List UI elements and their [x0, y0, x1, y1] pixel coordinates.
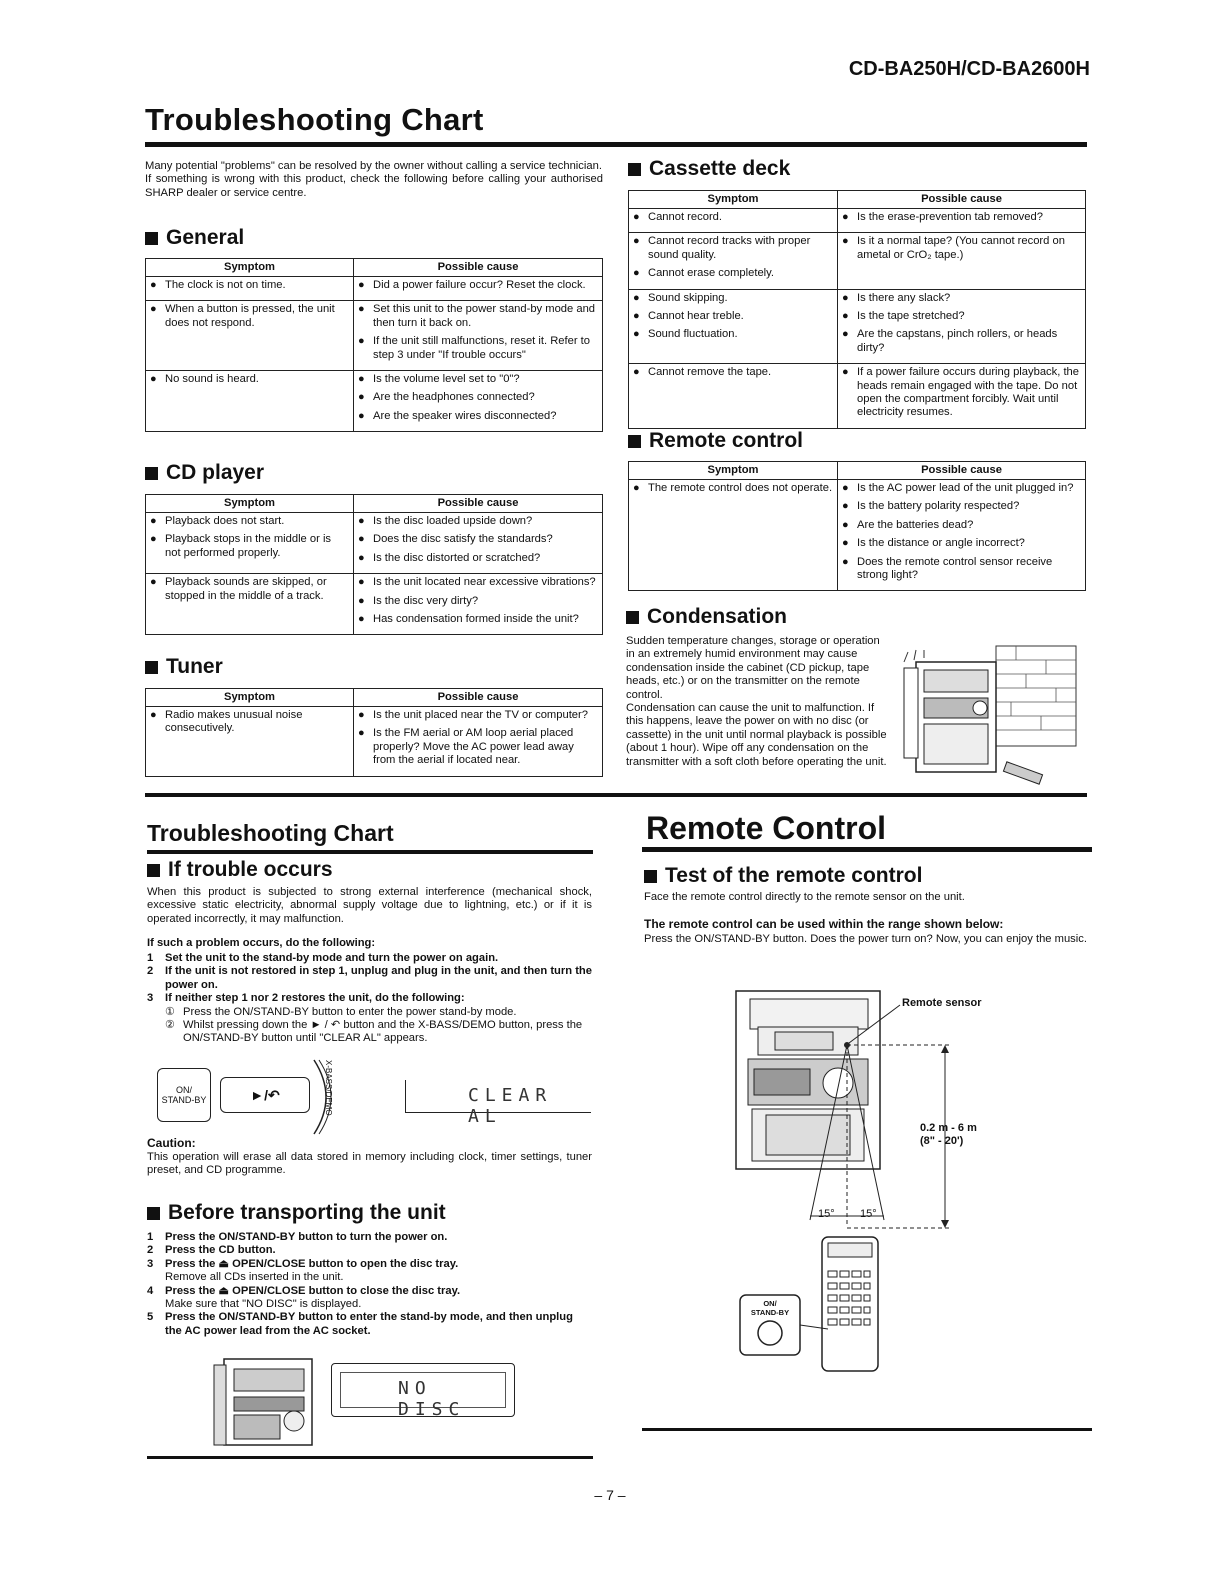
model-number: CD-BA250H/CD-BA2600H [848, 58, 1090, 80]
cause-cell [838, 209, 1086, 233]
transport-note: Make sure that "NO DISC" is displayed. [165, 1298, 362, 1311]
bullet-icon: ● [842, 518, 849, 531]
bullet-icon: ● [358, 373, 365, 386]
bullet-icon: ● [842, 310, 849, 323]
symptom-cell [629, 289, 838, 364]
distance-label-imperial: (8" - 20') [920, 1135, 964, 1147]
troubleshooting-table [145, 688, 603, 777]
intro-line-2: If something is wrong with this product, check the following before calling your authorised SHARP dealer or service centre. [145, 173, 603, 199]
bullet-icon: ● [150, 576, 157, 589]
distance-label: 0.2 m - 6 m [920, 1122, 977, 1134]
bullet-icon: ● [358, 303, 365, 316]
item-text: Playback does not start. [165, 515, 285, 527]
item-text: Is the tape stretched? [857, 310, 965, 323]
cause-cell [354, 707, 603, 777]
item-text: Is the battery polarity respected? [857, 500, 1020, 513]
remote-sensor-label: Remote sensor [902, 997, 982, 1009]
table-row [146, 513, 603, 574]
symptom-cell [629, 364, 838, 429]
list-item [358, 613, 598, 626]
list-item [842, 500, 1081, 513]
square-bullet-icon [145, 661, 158, 674]
transport-note: Remove all CDs inserted in the unit. [165, 1271, 344, 1284]
list-item [842, 310, 1081, 323]
table-row [629, 480, 1086, 591]
item-text: Is the AC power lead of the unit plugged in? [857, 482, 1074, 494]
list-item [150, 709, 349, 736]
intro-line-1: Many potential "problems" can be resolved by the owner without calling a service technician. [145, 160, 602, 172]
item-text: Cannot record tracks with proper sound quality. [648, 235, 811, 261]
item-text: Is the disc distorted or scratched? [373, 551, 541, 564]
trouble-step: 2 If the unit is not restored in step 1, unplug and plug in the unit, and then turn the power on. [147, 965, 592, 991]
list-item [842, 235, 1081, 262]
item-text: Sound fluctuation. [648, 328, 738, 341]
bullet-icon: ● [150, 533, 157, 546]
item-text: Are the headphones connected? [373, 391, 535, 404]
tuner-table [145, 688, 603, 777]
bullet-icon: ● [633, 235, 640, 248]
troubleshooting-table [628, 190, 1086, 429]
bullet-icon: ● [150, 373, 157, 386]
symptom-cell [629, 480, 838, 591]
bullet-icon: ● [842, 366, 849, 379]
symptom-cell [146, 371, 354, 432]
title-rule [145, 142, 1087, 147]
caution-title: Caution: [147, 1136, 196, 1150]
item-text: Is it a normal tape? (You cannot record on ametal or CrO₂ tape.) [857, 235, 1065, 261]
transport-heading: Before transporting the unit [147, 1201, 446, 1225]
table-row [146, 371, 603, 432]
list-item [633, 482, 833, 495]
symptom-cell [146, 277, 354, 301]
trouble-step: 1 Set the unit to the stand-by mode and turn the power on again. [147, 952, 499, 964]
list-item [633, 310, 833, 323]
list-item [842, 519, 1081, 532]
square-bullet-icon [628, 163, 641, 176]
item-text: Does the remote control sensor receive strong light? [857, 555, 1053, 582]
caution-text: This operation will erase all data stored in memory including clock, timer settings, tuner preset, and CD programme. [147, 1151, 592, 1177]
x-bass-label: X-BASS/DEMO [324, 1060, 333, 1116]
angle-right-label: 15° [860, 1208, 877, 1220]
list-item [150, 373, 349, 386]
symptom-column-header: Symptom [629, 191, 838, 209]
item-text: When a button is pressed, the unit does not respond. [165, 303, 335, 329]
troubleshooting-table [628, 461, 1086, 591]
list-item [842, 537, 1081, 550]
table-row [629, 289, 1086, 364]
condensation-illustration [896, 640, 1081, 790]
item-text: Playback stops in the middle or is not performed properly. [165, 533, 332, 559]
lower-right-bottom-rule [642, 1428, 1092, 1431]
square-bullet-icon [147, 1207, 160, 1220]
cause-cell [354, 277, 603, 301]
list-item [358, 552, 598, 565]
item-text: Does the disc satisfy the standards? [373, 533, 553, 546]
transport-step: 5 Press the ON/STAND-BY button to enter the stand-by mode, and then unplug the AC power lead from the AC socket. [147, 1311, 573, 1337]
bullet-icon: ● [633, 482, 640, 494]
transport-step: 2 Press the CD button. [147, 1244, 276, 1257]
table-row [146, 574, 603, 635]
troubleshooting-table [145, 494, 603, 635]
trouble-substep: ② Whilst pressing down the ► / ↶ button and the X-BASS/DEMO button, press the ON/STAND-BY button until "CLEAR AL" appears. [165, 1019, 583, 1045]
cause-column-header: Possible cause [354, 495, 603, 513]
trouble-text: When this product is subjected to strong external interference (mechanical shock, excessive static electricity, abnormal supply voltage due to lightning, etc.) or if it is operated incorrectly, it may malfunction. [147, 886, 592, 925]
remote-table [628, 461, 1086, 591]
list-item [842, 211, 1081, 224]
cause-cell [354, 513, 603, 574]
item-text: If the unit still malfunctions, reset it. Refer to step 3 under "If trouble occurs" [373, 335, 591, 361]
troubleshooting-table [145, 258, 603, 432]
cause-column-header: Possible cause [354, 259, 603, 277]
bullet-icon: ● [358, 613, 365, 626]
bullet-icon: ● [358, 515, 365, 527]
item-text: Sound skipping. [648, 291, 728, 304]
list-item [633, 366, 833, 379]
clear-al-text: CLEAR AL [468, 1085, 553, 1127]
list-item [358, 709, 598, 722]
item-text: Is the unit placed near the TV or computer? [373, 709, 588, 721]
table-row [629, 209, 1086, 233]
general-heading: General [145, 226, 244, 250]
list-item [842, 366, 1081, 420]
symptom-cell [146, 574, 354, 635]
no-disc-display [331, 1363, 515, 1420]
tuner-heading: Tuner [145, 655, 223, 679]
cd-player-table [145, 494, 603, 635]
general-table [145, 258, 603, 432]
remote-heading: Remote control [628, 429, 803, 453]
symptom-column-header: Symptom [629, 462, 838, 480]
bullet-icon: ● [358, 279, 365, 291]
list-item [842, 556, 1081, 583]
bullet-icon: ● [842, 482, 849, 494]
square-bullet-icon [644, 870, 657, 883]
cd-player-heading: CD player [145, 461, 264, 485]
range-heading: The remote control can be used within the range shown below: [644, 917, 1004, 931]
cassette-heading: Cassette deck [628, 157, 790, 181]
list-item [150, 576, 349, 603]
transport-steps [147, 1231, 592, 1338]
table-row [146, 301, 603, 371]
cause-cell [354, 574, 603, 635]
list-item [150, 279, 349, 292]
item-text: Is the volume level set to "0"? [373, 373, 520, 386]
symptom-column-header: Symptom [146, 259, 354, 277]
if-trouble-heading: If trouble occurs [147, 858, 333, 882]
item-text: Is there any slack? [857, 291, 951, 304]
square-bullet-icon [145, 232, 158, 245]
bullet-icon: ● [358, 576, 365, 589]
list-item [150, 515, 349, 528]
range-text: Press the ON/STAND-BY button. Does the power turn on? Now, you can enjoy the music. [644, 933, 1087, 945]
cause-cell [838, 480, 1086, 591]
test-remote-text: Face the remote control directly to the remote sensor on the unit. [644, 891, 965, 903]
item-text: Are the capstans, pinch rollers, or heads dirty? [857, 328, 1058, 354]
bullet-icon: ● [842, 537, 849, 550]
bullet-icon: ● [358, 709, 365, 721]
item-text: Did a power failure occur? Reset the clock. [373, 279, 586, 291]
trouble-steps [147, 952, 592, 1046]
cause-cell [838, 289, 1086, 364]
cause-cell [838, 233, 1086, 289]
intro-text [145, 160, 603, 200]
bullet-icon: ● [633, 291, 640, 304]
table-row [629, 364, 1086, 429]
list-item [358, 727, 598, 767]
list-item [358, 279, 598, 292]
item-text: Is the disc very dirty? [373, 594, 479, 607]
list-item [842, 482, 1081, 495]
bullet-icon: ● [150, 709, 157, 721]
cassette-table [628, 190, 1086, 429]
table-row [629, 233, 1086, 289]
bullet-icon: ● [358, 409, 365, 422]
lower-left-rule [147, 850, 593, 854]
symptom-cell [146, 707, 354, 777]
play-button: ►/↶ [220, 1077, 310, 1113]
condensation-text: Sudden temperature changes, storage or operation in an extremely humid environment may cause condensation inside the cabinet (CD pickup, tape heads, etc.) or on the transmitter on the remote control. Condensation can cause the unit to malfunction. If this happens, leave the power on with no disc (or cassette) in the unit until normal playback is possible (about 1 hour). Wipe off any condensation on the transmitter with a soft cloth before operating the unit. [626, 635, 887, 768]
bullet-icon: ● [358, 533, 365, 546]
item-text: Are the speaker wires disconnected? [373, 409, 557, 422]
no-disc-text: NO DISC [398, 1378, 466, 1420]
bullet-icon: ● [633, 366, 640, 379]
list-item [358, 373, 598, 386]
bullet-icon: ● [358, 335, 365, 348]
condensation-heading: Condensation [626, 605, 787, 629]
item-text: Set this unit to the power stand-by mode and then turn it back on. [373, 303, 596, 329]
list-item [358, 410, 598, 423]
list-item [358, 515, 598, 528]
symptom-cell [629, 209, 838, 233]
transport-step: 4 Press the ⏏ OPEN/CLOSE button to close the disc tray. [147, 1284, 461, 1297]
list-item [358, 303, 598, 330]
bullet-icon: ● [358, 594, 365, 607]
trouble-substep: ① Press the ON/STAND-BY button to enter the power stand-by mode. [165, 1005, 517, 1018]
bullet-icon: ● [842, 555, 849, 568]
bullet-icon: ● [842, 291, 849, 304]
square-bullet-icon [147, 864, 160, 877]
item-text: If a power failure occurs during playback, the heads remain engaged with the tape. Do not open the compartment forcibly. Wait until electricity resumes. [857, 366, 1080, 419]
table-row [146, 277, 603, 301]
cause-cell [354, 301, 603, 371]
problem-heading: If such a problem occurs, do the following: [147, 937, 376, 949]
item-text: Is the distance or angle incorrect? [857, 537, 1025, 550]
bullet-icon: ● [358, 551, 365, 564]
cause-column-header: Possible cause [354, 689, 603, 707]
symptom-cell [146, 301, 354, 371]
symptom-cell [629, 233, 838, 289]
bullet-icon: ● [358, 727, 365, 740]
bullet-icon: ● [633, 267, 640, 280]
angle-left-label: 15° [818, 1208, 835, 1220]
clear-al-display [405, 1080, 591, 1127]
lower-left-bottom-rule [147, 1456, 593, 1459]
item-text: The remote control does not operate. [648, 482, 833, 494]
item-text: Are the batteries dead? [857, 518, 974, 531]
list-item [842, 328, 1081, 355]
item-text: Cannot erase completely. [648, 267, 775, 280]
item-text: Is the disc loaded upside down? [373, 515, 533, 527]
list-item [358, 595, 598, 608]
remote-on-standby-label: ON/ STAND-BY [750, 1299, 790, 1317]
bullet-icon: ● [842, 235, 849, 248]
transport-step: 3 Press the ⏏ OPEN/CLOSE button to open the disc tray. [147, 1257, 459, 1270]
lower-left-title: Troubleshooting Chart [147, 820, 394, 846]
square-bullet-icon [626, 611, 639, 624]
page-title: Troubleshooting Chart [145, 102, 484, 137]
cause-column-header: Possible cause [838, 191, 1086, 209]
bullet-icon: ● [358, 391, 365, 404]
list-item [358, 576, 598, 589]
list-item [358, 391, 598, 404]
item-text: Playback sounds are skipped, or stopped in the middle of a track. [165, 576, 327, 602]
item-text: Is the unit located near excessive vibrations? [373, 576, 596, 589]
bullet-icon: ● [150, 303, 157, 316]
remote-title-rule [642, 847, 1092, 852]
on-standby-button: ON/ STAND-BY [157, 1068, 211, 1122]
square-bullet-icon [145, 467, 158, 480]
list-item [842, 292, 1081, 305]
list-item [358, 533, 598, 546]
transport-step: 1 Press the ON/STAND-BY button to turn the power on. [147, 1231, 448, 1243]
item-text: Radio makes unusual noise consecutively. [165, 709, 303, 735]
list-item [633, 292, 833, 305]
bullet-icon: ● [842, 500, 849, 513]
item-text: Cannot record. [648, 211, 723, 223]
bullet-icon: ● [633, 328, 640, 341]
bullet-icon: ● [633, 310, 640, 323]
trouble-step: 3 If neither step 1 nor 2 restores the unit, do the following: [147, 992, 465, 1005]
symptom-column-header: Symptom [146, 689, 354, 707]
symptom-column-header: Symptom [146, 495, 354, 513]
bullet-icon: ● [150, 515, 157, 527]
square-bullet-icon [628, 435, 641, 448]
item-text: Cannot remove the tape. [648, 366, 772, 379]
item-text: Has condensation formed inside the unit? [373, 613, 579, 626]
list-item [633, 211, 833, 224]
bullet-icon: ● [842, 328, 849, 341]
list-item [633, 267, 833, 280]
remote-control-title: Remote Control [646, 810, 886, 846]
section-rule [145, 793, 1087, 797]
cause-cell [838, 364, 1086, 429]
list-item [150, 303, 349, 330]
stereo-unit-illustration [212, 1355, 316, 1447]
list-item [358, 335, 598, 362]
table-row [146, 707, 603, 777]
cause-cell [354, 371, 603, 432]
item-text: Cannot hear treble. [648, 310, 744, 323]
item-text: Is the erase-prevention tab removed? [857, 211, 1043, 223]
cause-column-header: Possible cause [838, 462, 1086, 480]
item-text: No sound is heard. [165, 373, 259, 386]
bullet-icon: ● [150, 279, 157, 291]
page-number: – 7 – [594, 1487, 626, 1503]
list-item [633, 328, 833, 341]
bullet-icon: ● [842, 211, 849, 223]
item-text: The clock is not on time. [165, 279, 286, 291]
item-text: Is the FM aerial or AM loop aerial placed properly? Move the AC power lead away from the aerial if located near. [373, 727, 574, 767]
list-item [150, 533, 349, 560]
bullet-icon: ● [633, 211, 640, 223]
test-remote-heading: Test of the remote control [644, 864, 922, 888]
symptom-cell [146, 513, 354, 574]
list-item [633, 235, 833, 262]
